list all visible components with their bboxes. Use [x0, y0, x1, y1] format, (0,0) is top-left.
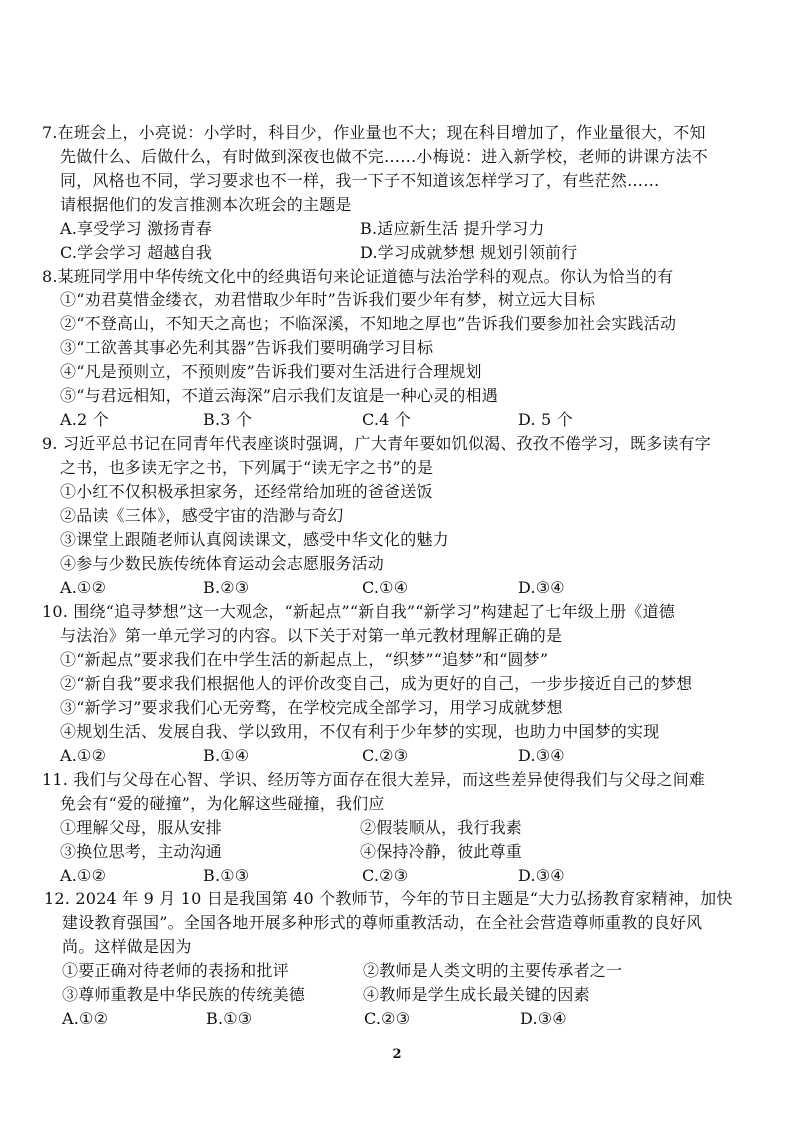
- q7-stem-line-2: 先做什么、后做什么，有时做到深夜也做不完……小梅说：进入新学校，老师的讲课方法不: [60, 147, 709, 166]
- q11-stem-line-1: 11. 我们与父母在心智、学识、经历等方面存在很大差异，而这些差异使得我们与父母之间难: [42, 770, 706, 789]
- q11-option-c: C.②③: [362, 866, 409, 885]
- q12-option-a: A.①②: [62, 1009, 109, 1028]
- q12-item-4: ④教师是学生成长最关键的因素: [363, 985, 590, 1004]
- q8-option-c: C.4 个: [362, 410, 412, 429]
- q8-option-d: D. 5 个: [518, 410, 573, 429]
- q9-item-3: ③课堂上跟随老师认真阅读课文，感受中华文化的魅力: [60, 530, 449, 549]
- q10-option-c: C.②③: [362, 746, 409, 765]
- q8-item-4: ④“凡是预则立，不预则废”告诉我们要对生活进行合理规划: [60, 362, 482, 381]
- q7-stem-line-1: 7.在班会上，小亮说：小学时，科目少，作业量也不大；现在科目增加了，作业量很大，不知: [42, 123, 706, 142]
- q7-option-b: B.适应新生活 提升学习力: [360, 219, 545, 238]
- q11-option-d: D.③④: [518, 866, 565, 885]
- q10-stem-line-2: 与法治》第一单元学习的内容。以下关于对第一单元教材理解正确的是: [60, 626, 563, 645]
- q10-item-1: ①“新起点”要求我们在中学生活的新起点上，“织梦”“追梦”和“圆梦”: [60, 650, 549, 669]
- q10-item-2: ②“新自我”要求我们根据他人的评价改变自己，成为更好的自己，一步步接近自己的梦想: [60, 674, 693, 693]
- q12-option-c: C.②③: [364, 1009, 411, 1028]
- q11-item-3: ③换位思考，主动沟通: [60, 842, 223, 861]
- q10-item-4: ④规划生活、发展自我、学以致用，不仅有利于少年梦的实现，也助力中国梦的实现: [60, 722, 660, 741]
- q12-stem-line-2: 建设教育强国”。全国各地开展多种形式的尊师重教活动，在全社会营造尊师重教的良好风: [62, 913, 703, 932]
- q12-option-d: D.③④: [520, 1009, 567, 1028]
- q10-option-d: D.③④: [518, 746, 565, 765]
- q11-item-1: ①理解父母，服从安排: [60, 818, 223, 837]
- q12-item-1: ①要正确对待老师的表扬和批评: [62, 961, 289, 980]
- q11-option-b: B.①③: [203, 866, 250, 885]
- q11-item-4: ④保持冷静，彼此尊重: [360, 842, 523, 861]
- q8-item-3: ③“工欲善其事必先利其器”告诉我们要明确学习目标: [60, 338, 434, 357]
- q9-item-2: ②品读《三体》，感受宇宙的浩渺与奇幻: [60, 506, 344, 525]
- q9-option-c: C.①④: [362, 578, 409, 597]
- q7-stem-line-4: 请根据他们的发言推测本次班会的主题是: [60, 195, 352, 214]
- q8-option-b: B.3 个: [203, 410, 253, 429]
- q9-item-4: ④参与少数民族传统体育运动会志愿服务活动: [60, 554, 385, 573]
- q9-stem-line-2: 之书，也多读无字之书，下列属于“读无字之书”的是: [60, 458, 434, 477]
- q7-stem-line-3: 同，风格也不同，学习要求也不一样，我一下子不知道该怎样学习了，有些茫然……: [60, 171, 660, 190]
- q12-item-2: ②教师是人类文明的主要传承者之一: [363, 961, 623, 980]
- q12-stem-line-1: 12. 2024 年 9 月 10 日是我国第 40 个教师节，今年的节日主题是“大力弘扬教育家精神，加快: [44, 889, 733, 908]
- q12-stem-line-3: 尚。这样做是因为: [62, 937, 192, 956]
- q8-option-a: A.2 个: [60, 410, 109, 429]
- q10-stem-line-1: 10. 围绕“追寻梦想”这一大观念，“新起点”“新自我”“新学习”构建起了七年级上册《道德: [42, 602, 675, 621]
- q8-item-5: ⑤“与君远相知，不道云海深”启示我们友谊是一种心灵的相遇: [60, 386, 498, 405]
- q12-option-b: B.①③: [206, 1009, 253, 1028]
- q11-option-a: A.①②: [60, 866, 107, 885]
- q9-item-1: ①小红不仅积极承担家务，还经常给加班的爸爸送饭: [60, 482, 433, 501]
- q10-item-3: ③“新学习”要求我们心无旁骛，在学校完成全部学习，用学习成就梦想: [60, 698, 563, 717]
- q9-option-a: A.①②: [60, 578, 107, 597]
- page-number: 2: [392, 1047, 402, 1062]
- q7-option-d: D.学习成就梦想 规划引领前行: [360, 243, 578, 262]
- q8-item-1: ①“劝君莫惜金缕衣，劝君惜取少年时”告诉我们要少年有梦，树立远大目标: [60, 290, 596, 309]
- q9-option-d: D.③④: [518, 578, 565, 597]
- q7-option-a: A.享受学习 激扬青春: [60, 219, 212, 238]
- q8-stem: 8.某班同学用中华传统文化中的经典语句来论证道德与法治学科的观点。你认为恰当的有: [42, 267, 674, 286]
- q11-stem-line-2: 免会有“爱的碰撞”，为化解这些碰撞，我们应: [60, 794, 385, 813]
- q9-option-b: B.②③: [203, 578, 250, 597]
- q8-item-2: ②“不登高山，不知天之高也；不临深溪，不知地之厚也”告诉我们要参加社会实践活动: [60, 314, 677, 333]
- q10-option-b: B.①④: [203, 746, 250, 765]
- q9-stem-line-1: 9. 习近平总书记在同青年代表座谈时强调，广大青年要如饥似渴、孜孜不倦学习，既多读有字: [42, 434, 711, 453]
- q11-item-2: ②假装顺从，我行我素: [360, 818, 523, 837]
- q10-option-a: A.①②: [60, 746, 107, 765]
- q7-option-c: C.学会学习 超越自我: [60, 243, 213, 262]
- q12-item-3: ③尊师重教是中华民族的传统美德: [62, 985, 306, 1004]
